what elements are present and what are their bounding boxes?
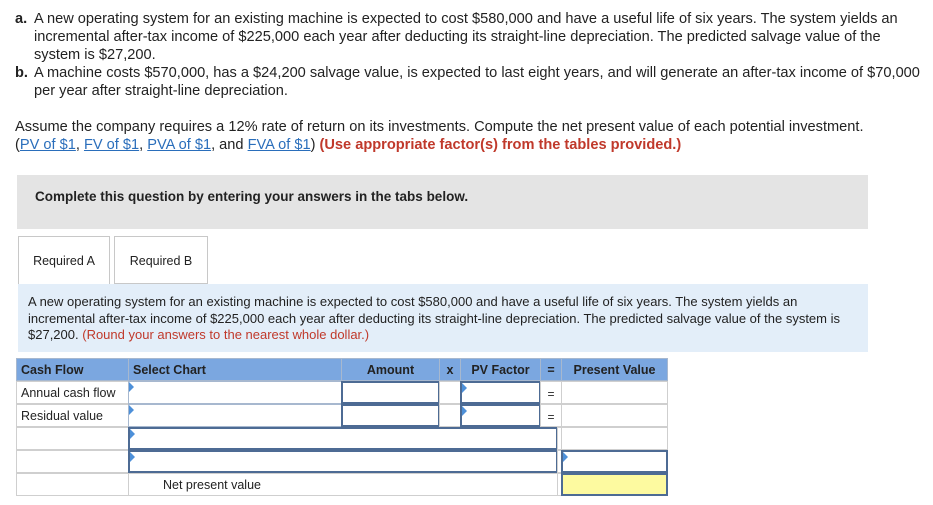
blank-cell xyxy=(439,381,461,404)
annual-cash-flow-amount-input[interactable] xyxy=(341,381,440,404)
header-amount xyxy=(341,358,440,381)
equals-cell xyxy=(540,381,562,404)
residual-value-amount-input[interactable] xyxy=(341,404,440,427)
dropdown-marker-icon xyxy=(129,382,134,392)
blank-cell xyxy=(16,450,129,473)
equals-cell xyxy=(540,404,562,427)
header-cash-flow-label: Cash Flow xyxy=(21,363,84,377)
problem-item-a-text: A new operating system for an existing machine is expected to cost $580,000 and have a useful life of six years. The system yields an incremental after-tax income of $225,000 each year after deducting its straight-line depreciation. The predicted salvage value of the system is $27,200. xyxy=(34,11,898,63)
dropdown-marker-icon xyxy=(462,383,467,393)
instructions-sep: , xyxy=(75,137,84,153)
header-times xyxy=(439,358,461,381)
fva-of-1-link[interactable]: FVA of $1 xyxy=(247,137,311,153)
header-present-value xyxy=(561,358,668,381)
instructions-close-paren: ) xyxy=(310,137,320,153)
problem-item-b-label: b. xyxy=(15,65,28,81)
blank-cell xyxy=(16,473,129,496)
instructions-note: (Use appropriate factor(s) from the tables provided.) xyxy=(319,137,682,153)
residual-value-select-chart-input[interactable] xyxy=(128,404,342,427)
net-present-value-label-cell xyxy=(128,473,558,496)
problem-statement xyxy=(15,10,925,100)
question-panel xyxy=(18,284,868,352)
problem-item-a xyxy=(15,10,925,64)
tab-required-b[interactable] xyxy=(114,236,208,284)
tab-required-b-label: Required B xyxy=(129,254,193,268)
header-equals xyxy=(540,358,562,381)
equals-sign: = xyxy=(547,387,555,401)
instruction-banner-text: Complete this question by entering your answers in the tabs below. xyxy=(35,189,469,204)
header-times-label: x xyxy=(446,363,454,377)
header-amount-label: Amount xyxy=(366,363,415,377)
extra-row-input[interactable] xyxy=(128,450,558,473)
problem-item-b xyxy=(15,64,925,100)
net-present-value-label: Net present value xyxy=(163,478,261,492)
problem-item-a-label: a. xyxy=(15,11,28,27)
pva-of-1-link[interactable]: PVA of $1 xyxy=(147,137,212,153)
row-annual-cash-flow-label xyxy=(16,381,129,404)
instructions-sep: , xyxy=(139,137,148,153)
row-label: Annual cash flow xyxy=(21,386,116,400)
residual-value-present-value xyxy=(561,404,668,427)
tab-required-a-label: Required A xyxy=(33,254,95,268)
header-cash-flow xyxy=(16,358,129,381)
blank-cell xyxy=(16,427,129,450)
annual-cash-flow-select-chart-input[interactable] xyxy=(128,381,342,404)
tab-required-a[interactable] xyxy=(18,236,110,285)
blank-cell xyxy=(439,404,461,427)
instructions xyxy=(15,118,930,154)
equals-sign: = xyxy=(547,410,555,424)
pv-of-1-link[interactable]: PV of $1 xyxy=(19,137,76,153)
dropdown-marker-icon xyxy=(130,452,135,462)
extra-present-value-input[interactable] xyxy=(561,450,668,473)
header-select-chart-label: Select Chart xyxy=(133,363,206,377)
dropdown-marker-icon xyxy=(130,429,135,439)
instructions-text: Assume the company requires a 12% rate of return on its investments. Compute the net present value of each potential investment. xyxy=(15,119,864,135)
instruction-banner xyxy=(17,175,868,229)
row-label: Residual value xyxy=(21,409,103,423)
question-text: A new operating system for an existing machine is expected to cost $580,000 and have a useful life of six years. The system yields an incremental after-tax income of $225,000 each year after deducting its straight-line depreciation. The predicted salvage value of the system is $27,200. xyxy=(28,294,840,342)
header-pv-factor xyxy=(460,358,541,381)
residual-value-pv-factor-input[interactable] xyxy=(460,404,541,427)
fv-of-1-link[interactable]: FV of $1 xyxy=(83,137,140,153)
header-select-chart xyxy=(128,358,342,381)
instructions-sep: , and xyxy=(211,137,248,153)
dropdown-marker-icon xyxy=(563,452,568,462)
net-present-value-input[interactable] xyxy=(561,473,668,496)
header-equals-label: = xyxy=(547,363,555,377)
instructions-open-paren: ( xyxy=(15,137,20,153)
annual-cash-flow-pv-factor-input[interactable] xyxy=(460,381,541,404)
extra-row-input[interactable] xyxy=(128,427,558,450)
header-present-value-label: Present Value xyxy=(573,363,656,377)
blank-cell xyxy=(561,427,668,450)
dropdown-marker-icon xyxy=(462,406,467,416)
round-note: (Round your answers to the nearest whole dollar.) xyxy=(82,327,370,342)
question-panel-text xyxy=(28,294,863,344)
header-pv-factor-label: PV Factor xyxy=(471,363,530,377)
annual-cash-flow-present-value xyxy=(561,381,668,404)
dropdown-marker-icon xyxy=(129,405,134,415)
row-residual-value-label xyxy=(16,404,129,427)
problem-item-b-text: A machine costs $570,000, has a $24,200 salvage value, is expected to last eight years, and will generate an after-tax income of $70,000 per year after straight-line depreciation. xyxy=(34,65,920,99)
